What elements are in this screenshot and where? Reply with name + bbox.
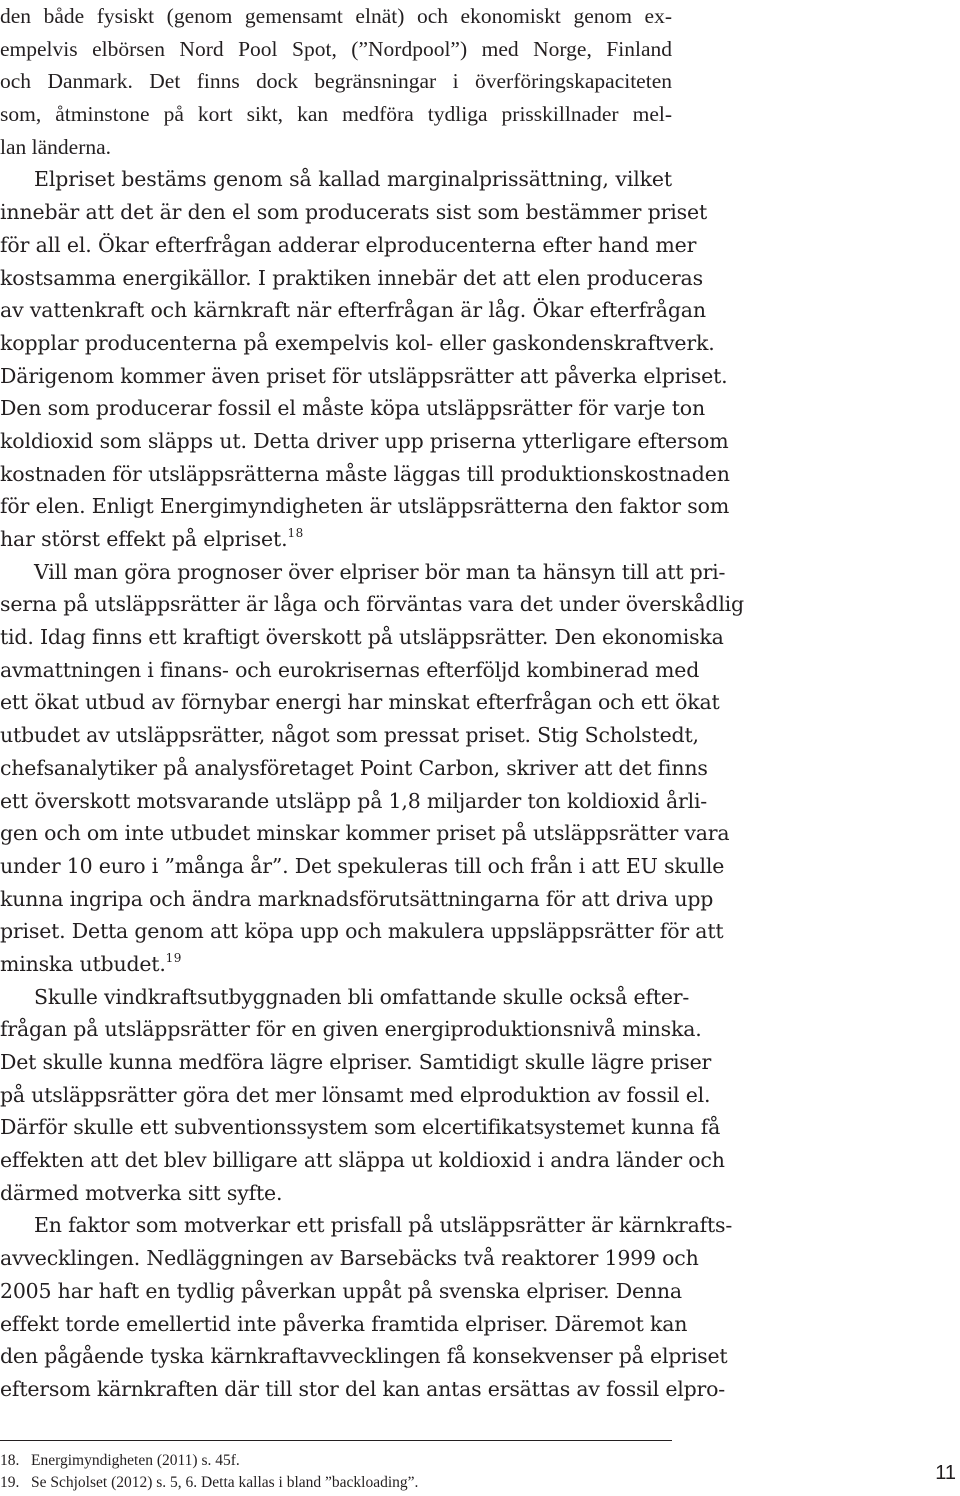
text-line: ett ökat utbud av förnybar energi har minskat efterfrågan och ett ökat bbox=[0, 690, 720, 715]
text-line: kostnaden för utsläppsrätterna måste läggas till produktionskostnaden bbox=[0, 461, 730, 486]
text-line: den pågående tyska kärnkraftavvecklingen få konsekvenser på elpriset bbox=[0, 1344, 728, 1369]
text-line: därmed motverka sitt syfte. bbox=[0, 1180, 283, 1205]
text-line: lan länderna. bbox=[0, 134, 112, 159]
text-line: effekt torde emellertid inte påverka framtida elpriser. Däremot kan bbox=[0, 1311, 688, 1336]
footnote-text: Energimyndigheten (2011) s. 45f. bbox=[31, 1452, 240, 1469]
text-line: gen och om inte utbudet minskar kommer priset på utsläppsrätter vara bbox=[0, 821, 730, 846]
text-line: avmattningen i finans- och eurokrisernas efterföljd kombinerad med bbox=[0, 657, 700, 682]
paragraph-2 bbox=[0, 163, 730, 555]
footnote-text: Se Schjolset (2012) s. 5, 6. Detta kallas i bland ”backloading”. bbox=[31, 1474, 419, 1491]
text-line: eftersom kärnkraften där till stor del kan antas ersättas av fossil elpro- bbox=[0, 1376, 725, 1401]
footnote-divider bbox=[0, 1440, 672, 1441]
page-number: 11 bbox=[935, 1462, 956, 1484]
text-line: som, åtminstone på kort sikt, kan medföra tydliga prisskillnader mel- bbox=[0, 102, 672, 127]
text-line: Den som producerar fossil el måste köpa utsläppsrätter för varje ton bbox=[0, 396, 706, 421]
text-line: och Danmark. Det finns dock begränsningar i överföringskapaciteten bbox=[0, 69, 672, 94]
footnote-18 bbox=[0, 1450, 700, 1472]
text-line: Elpriset bestäms genom så kallad marginalprissättning, vilket bbox=[34, 167, 672, 192]
footnote-19 bbox=[0, 1472, 700, 1494]
text-line: Det skulle kunna medföra lägre elpriser. Samtidigt skulle lägre priser bbox=[0, 1050, 712, 1074]
text-line bbox=[0, 948, 672, 981]
footnote-reference-18[interactable]: 18 bbox=[287, 526, 304, 540]
footnote-number: 19. bbox=[0, 1474, 20, 1491]
paragraph-1 bbox=[0, 0, 672, 163]
text-line: Skulle vindkraftsutbyggnaden bli omfattande skulle också efter- bbox=[34, 984, 690, 1009]
text-line: koldioxid som släpps ut. Detta driver upp priserna ytterligare eftersom bbox=[0, 428, 729, 453]
text-line: tid. Idag finns ett kraftigt överskott på utsläppsrätter. Den ekonomiska bbox=[0, 625, 724, 650]
text-line: kopplar producenterna på exempelvis kol- eller gaskondenskraftverk. bbox=[0, 330, 715, 355]
text-line bbox=[0, 523, 672, 556]
paragraph-3 bbox=[0, 556, 744, 981]
text-line: på utsläppsrätter göra det mer lönsamt med elproduktion av fossil el. bbox=[0, 1082, 711, 1107]
text-line: ett överskott motsvarande utsläpp på 1,8 miljarder ton koldioxid årli- bbox=[0, 788, 708, 813]
footnote-reference-19[interactable]: 19 bbox=[165, 950, 182, 965]
footnotes bbox=[0, 1450, 700, 1494]
text-line: serna på utsläppsrätter är låga och förväntas vara det under överskådlig bbox=[0, 592, 744, 617]
text-line: innebär att det är den el som producerats sist som bestämmer priset bbox=[0, 200, 708, 225]
text-line: chefsanalytiker på analysföretaget Point Carbon, skriver att det finns bbox=[0, 755, 708, 780]
text-line: 2005 har haft en tydlig påverkan uppåt på svenska elpriser. Denna bbox=[0, 1278, 682, 1303]
text-line: kunna ingripa och ändra marknadsförutsättningarna för att driva upp bbox=[0, 886, 714, 911]
text-line: utbudet av utsläppsrätter, något som pressat priset. Stig Scholstedt, bbox=[0, 723, 699, 748]
text-line-content: har störst effekt på elpriset. bbox=[0, 527, 288, 551]
text-line: priset. Detta genom att köpa upp och makulera uppsläppsrätter för att bbox=[0, 919, 724, 944]
text-line: effekten att det blev billigare att släppa ut koldioxid i andra länder och bbox=[0, 1148, 725, 1173]
text-line: för all el. Ökar efterfrågan adderar elproducenterna efter hand mer bbox=[0, 232, 697, 257]
text-line: Vill man göra prognoser över elpriser bör man ta hänsyn till att pri- bbox=[34, 559, 726, 584]
text-line: empelvis elbörsen Nord Pool Spot, (”Nordpool”) med Norge, Finland bbox=[0, 36, 672, 61]
text-line: frågan på utsläppsrätter för en given energiproduktionsnivå minska. bbox=[0, 1017, 702, 1042]
footnote-number: 18. bbox=[0, 1452, 20, 1469]
paragraph-4 bbox=[0, 981, 725, 1210]
text-line: den både fysiskt (genom gemensamt elnät) och ekonomiskt genom ex- bbox=[0, 4, 672, 28]
text-line: avvecklingen. Nedläggningen av Barsebäcks två reaktorer 1999 och bbox=[0, 1246, 699, 1271]
text-line: Därför skulle ett subventionssystem som elcertifikatsystemet kunna få bbox=[0, 1115, 721, 1140]
paragraph-5 bbox=[0, 1209, 733, 1405]
text-line: En faktor som motverkar ett prisfall på utsläppsrätter är kärnkrafts- bbox=[34, 1213, 733, 1238]
text-line: Därigenom kommer även priset för utsläppsrätter att påverka elpriset. bbox=[0, 363, 728, 388]
text-line: för elen. Enligt Energimyndigheten är utsläppsrätterna den faktor som bbox=[0, 494, 730, 519]
text-line: av vattenkraft och kärnkraft när efterfrågan är låg. Ökar efterfrågan bbox=[0, 298, 706, 323]
text-line: under 10 euro i ”många år”. Det spekuleras till och från i att EU skulle bbox=[0, 853, 725, 878]
text-line-content: minska utbudet. bbox=[0, 951, 166, 976]
text-line: kostsamma energikällor. I praktiken innebär det att elen produceras bbox=[0, 265, 703, 290]
